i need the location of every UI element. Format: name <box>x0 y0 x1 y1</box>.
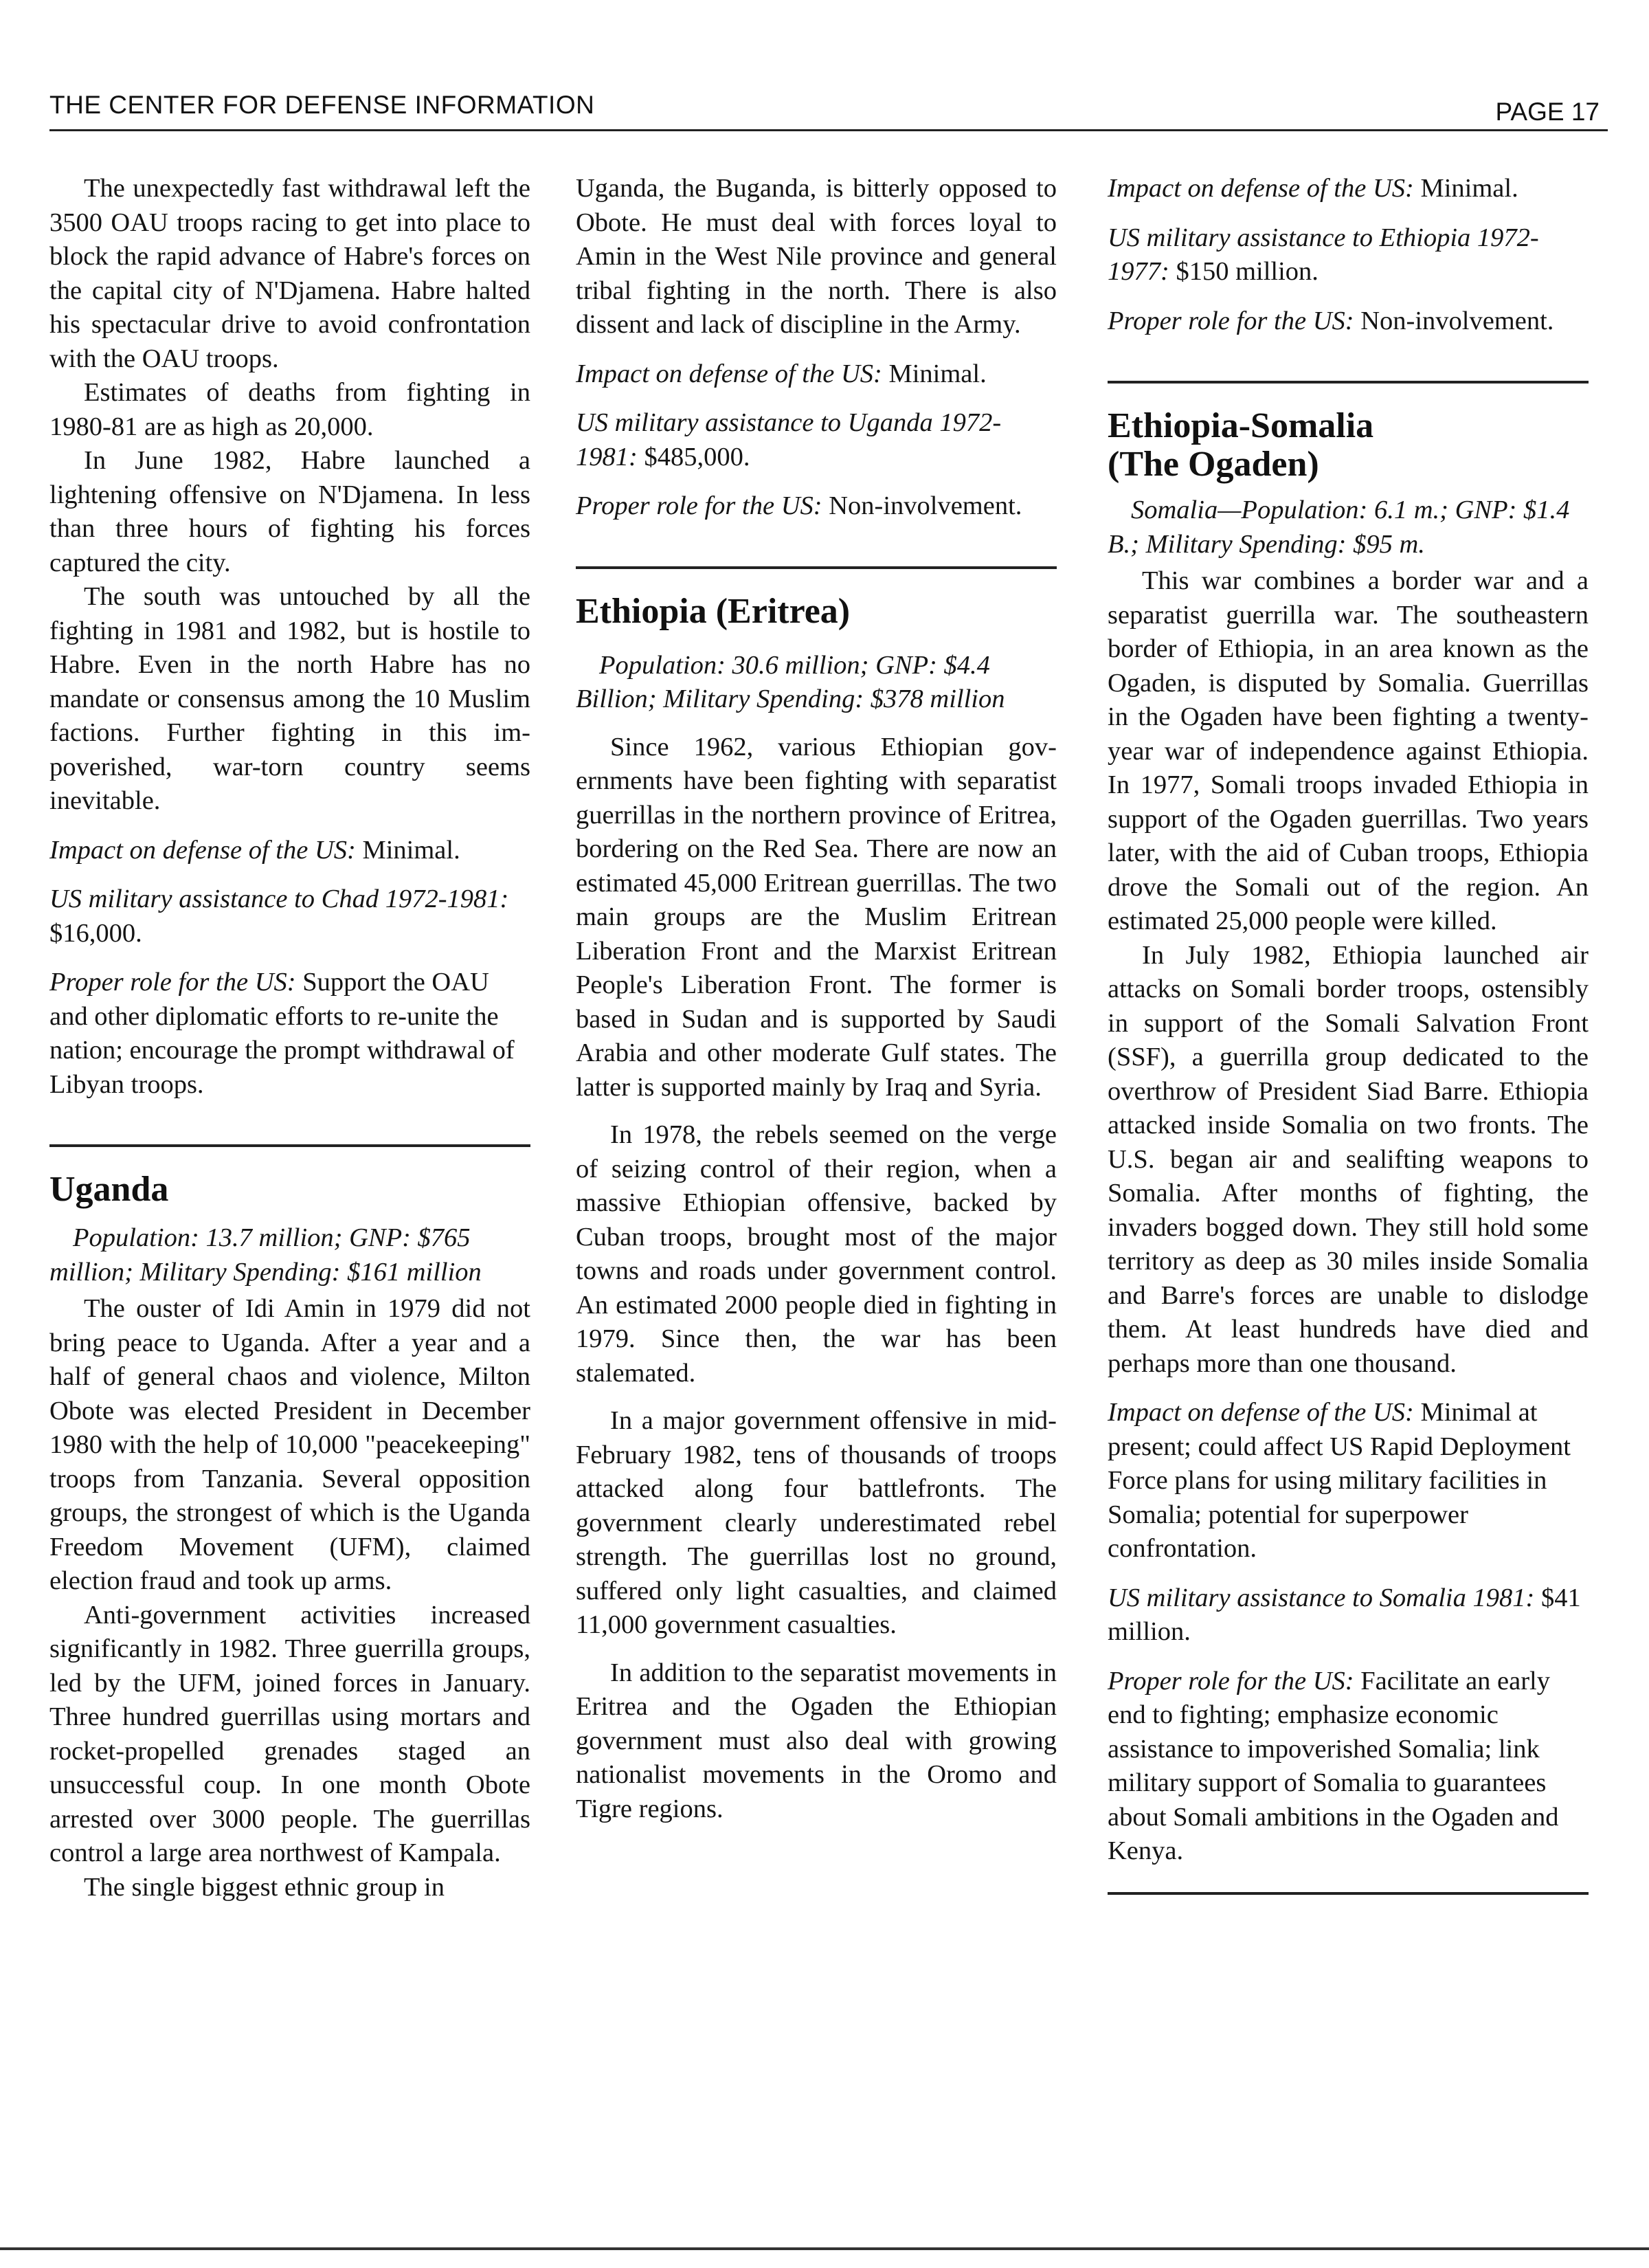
paragraph: The south was untouched by all the fighting in 1981 and 1982, but is hostile to Habre. Even in the north Habre has no mandate or consensus among the 10 Muslim factions. Further fighting in this impoverished, war-torn country seems inevitable. <box>49 582 530 815</box>
role-statement <box>1108 304 1589 339</box>
impact-label: Impact on defense of the US: <box>49 835 356 865</box>
header-divider <box>49 129 1608 131</box>
section-heading-ethiopia-somalia: Ethiopia-Somalia <box>1108 406 1374 445</box>
section-heading-uganda: Uganda <box>49 1170 169 1209</box>
impact-statement <box>576 357 1057 392</box>
assistance-statement <box>49 882 530 950</box>
assistance-value: $41 million. <box>1108 1583 1581 1646</box>
paragraph: Since 1962, various Ethiopian governments have been fighting with separatist guerrillas in the northern province of Eritrea, bordering on the Red Sea. There are now an estimated 45,000 Eritrean guerrillas. The two main groups are the Muslim Eritrean Liberation Front and the Marxist Eritrean People's Liberation Front. The former is based in Sudan and is supported by Saudi Arabia and other moderate Gulf states. The latter is supported mainly by Iraq and Syria. <box>576 732 1057 1102</box>
impact-value: Minimal. <box>1420 174 1518 203</box>
role-label: Proper role for the US: <box>576 491 822 520</box>
paragraph: In addition to the separatist movements in Eritrea and the Ogaden the Ethiopian government must also deal with growing nationalist movements in the Oromo and Tigre regions. <box>576 1658 1057 1823</box>
role-value: Facilitate an early end to fighting; emphasize economic assistance to impoverished Somalia; link military support of Somalia to guarantees about Somali ambitions in the Ogaden and Kenya. <box>1108 1666 1559 1865</box>
assistance-label: US military assistance to Ethiopia 1972-1977: <box>1108 223 1539 286</box>
assistance-statement <box>1108 1581 1589 1649</box>
paragraph: In 1978, the rebels seemed on the verge of seizing control of their region, when a massive Ethiopian offensive, backed by Cuban troops, brought most of the major towns and roads under government control. An estimated 2000 people died in fighting in 1979. Since then, the war has been stalemated. <box>576 1120 1057 1388</box>
role-value: Non-involvement. <box>1360 306 1554 335</box>
role-label: Proper role for the US: <box>1108 306 1354 335</box>
section-divider <box>1108 1892 1589 1895</box>
impact-value: Minimal at present; could affect US Rapid Deployment Force plans for using military facilities in Somalia; potential for superpower confrontation. <box>1108 1398 1571 1563</box>
column-3 <box>1108 172 1589 1895</box>
impact-statement <box>49 834 530 868</box>
country-stats: Population: 30.6 million; GNP: $4.4 Billion; Military Spending: $378 million <box>576 650 1005 713</box>
header-title: THE CENTER FOR DEFENSE INFORMATION <box>49 91 595 119</box>
paragraph: Anti-government activities increased significantly in 1982. Three guerrilla groups, led by the UFM, joined forces in January. Three hundred guerrillas using mortars and rocket-propelled grenades staged an unsuccessful coup. In one month Obote arrested over 3000 people. The guerrillas control a large area northwest of Kampala. <box>49 1600 530 1867</box>
column-1 <box>49 172 530 1904</box>
assistance-label: US military assistance to Somalia 1981: <box>1108 1583 1535 1612</box>
paragraph: In July 1982, Ethiopia launched air attacks on Somali border troops, ostensibly in support of the Somali Salvation Front (SSF), a guerrilla group dedicated to the overthrow of President Siad Barre. Ethiopia attacked inside Somalia on two fronts. The U.S. began air and sealifting weapons to Somalia. After months of fighting, the invaders bogged down. They still hold some territory as deep as 30 miles inside Somalia and Barre's forces are unable to dislodge them. At least hundreds have died and perhaps more than one thousand. <box>1108 940 1589 1378</box>
role-value: Non-involvement. <box>829 491 1022 520</box>
assistance-statement <box>1108 221 1589 289</box>
paragraph: In June 1982, Habre launched a lightening offensive on N'Djamena. In less than three hours of fighting his forces captured the city. <box>49 446 530 577</box>
column-2 <box>576 172 1057 1826</box>
section-heading-ogaden: (The Ogaden) <box>1108 445 1319 484</box>
role-label: Proper role for the US: <box>1108 1666 1354 1696</box>
impact-statement <box>1108 1396 1589 1566</box>
assistance-value: $16,000. <box>49 918 142 948</box>
paragraph: The single biggest ethnic group in <box>84 1872 445 1902</box>
role-value: Support the OAU and other diplomatic efforts to re-unite the nation; encourage the prompt withdrawal of Libyan troops. <box>49 968 515 1099</box>
assistance-statement <box>576 406 1057 474</box>
assistance-value: $485,000. <box>644 442 750 471</box>
impact-statement <box>1108 172 1589 206</box>
role-statement <box>49 966 530 1102</box>
assistance-value: $150 million. <box>1176 257 1319 286</box>
paragraph: The ouster of Idi Amin in 1979 did not bring peace to Uganda. After a year and a half of general chaos and violence, Milton Obote was elected President in December 1980 with the help of 10,000 "peacekeeping" troops from Tanzania. Several opposition groups, the strongest of which is the Uganda Freedom Movement (UFM), claimed election fraud and took up arms. <box>49 1294 530 1595</box>
paragraph: The unexpectedly fast withdrawal left the 3500 OAU troops racing to get into place to block the rapid advance of Habre's forces on the capital city of N'Djamena. Habre halted his spectacular drive to avoid confrontation with the OAU troops. <box>49 174 530 373</box>
role-statement <box>576 489 1057 524</box>
role-label: Proper role for the US: <box>49 968 296 997</box>
paragraph: Uganda, the Buganda, is bitterly opposed to Obote. He must deal with forces loyal to Amin in the West Nile province and general tribal fighting in the north. There is also dissent and lack of discipline in the Army. <box>576 174 1057 339</box>
role-statement <box>1108 1665 1589 1869</box>
page-number: PAGE 17 <box>1495 98 1600 126</box>
impact-value: Minimal. <box>362 835 460 865</box>
country-stats: Somalia—Population: 6.1 m.; GNP: $1.4 B.; Military Spending: $95 m. <box>1108 496 1570 559</box>
page-bottom-edge <box>0 2247 1649 2250</box>
section-heading-ethiopia-eritrea: Ethiopia (Eritrea) <box>576 591 851 631</box>
paragraph: In a major government offensive in mid-February 1982, tens of thousands of troops attacked along four battlefronts. The government clearly underestimated rebel strength. The guerrillas lost no ground, suffered only light casualties, and claimed 11,000 government casualties. <box>576 1406 1057 1639</box>
impact-label: Impact on defense of the US: <box>1108 1398 1414 1427</box>
assistance-label: US military assistance to Chad 1972-1981: <box>49 885 509 913</box>
country-stats: Population: 13.7 million; GNP: $765 million; Military Spending: $161 million <box>49 1223 482 1287</box>
paragraph: This war combines a border war and a separatist guerrilla war. The southeastern border of Ethiopia, in an area known as the Ogaden, is disputed by Somalia. Guerrillas in the Ogaden have been fighting a twenty-year war of independence against Ethiopia. In 1977, Somali troops invaded Ethiopia in support of the Ogaden guerrillas. Two years later, with the aid of Cuban troops, Ethiopia drove the Somali out of the region. An estimated 25,000 people were killed. <box>1108 566 1589 935</box>
impact-label: Impact on defense of the US: <box>1108 174 1414 203</box>
impact-label: Impact on defense of the US: <box>576 359 882 388</box>
paragraph: Estimates of deaths from fighting in 1980-81 are as high as 20,000. <box>49 378 530 441</box>
assistance-label: US military assistance to Uganda 1972-1981: <box>576 408 1002 471</box>
impact-value: Minimal. <box>888 359 987 388</box>
